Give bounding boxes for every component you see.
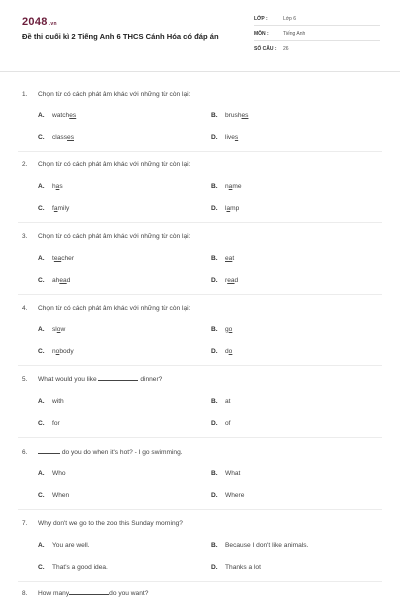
question-number: 3. <box>22 233 28 240</box>
option-text-pre: t <box>52 255 54 262</box>
option-b[interactable] <box>211 255 234 262</box>
question-divider <box>18 509 382 510</box>
answer-blank <box>98 380 138 381</box>
option-text-pre: sl <box>52 326 57 333</box>
option-text-underlined: o <box>228 348 233 355</box>
option-text-underlined: o <box>56 326 61 333</box>
option-letter: D. <box>211 134 218 141</box>
option-a[interactable] <box>38 398 64 405</box>
question-text: Chọn từ có cách phát âm khác với những từ còn lại: <box>38 233 191 240</box>
option-letter: D. <box>211 277 218 284</box>
option-text-pre: h <box>52 183 56 190</box>
option-text: You are well. <box>52 542 90 549</box>
option-text-underlined: es <box>241 112 249 119</box>
question-divider <box>18 151 382 152</box>
option-text-pre: brush <box>225 112 242 119</box>
option-text-pre: watch <box>52 112 70 119</box>
question-divider <box>18 294 382 295</box>
question-number: 6. <box>22 449 28 456</box>
option-letter: B. <box>211 183 218 190</box>
option-text-post: d <box>234 277 239 284</box>
page-title: Đề thi cuối kì 2 Tiếng Anh 6 THCS Cánh Hóa có đáp án <box>22 32 219 41</box>
option-text-underlined: ea <box>227 277 235 284</box>
option-text-pre: ah <box>52 277 60 284</box>
option-text: with <box>52 398 64 405</box>
option-text-underlined: ea <box>225 255 233 262</box>
option-c[interactable] <box>38 277 70 284</box>
site-logo[interactable] <box>22 16 57 28</box>
option-text: Because I don't like animals. <box>225 542 309 549</box>
option-a[interactable] <box>38 326 65 333</box>
question-divider <box>18 222 382 223</box>
option-text: for <box>52 420 60 427</box>
meta-label: LỚP : <box>254 16 268 22</box>
option-text-post: s <box>59 183 63 190</box>
option-text-post: t <box>232 255 235 262</box>
question-text-post: do you do when it's hot? - I go swimming. <box>60 449 183 456</box>
option-text: That's a good idea. <box>52 564 108 571</box>
option-letter: C. <box>38 492 45 499</box>
question-text: Chọn từ có cách phát âm khác với những từ còn lại: <box>38 91 191 98</box>
option-text-underlined: a <box>53 205 58 212</box>
question-number: 7. <box>22 520 28 527</box>
question-number: 5. <box>22 376 28 383</box>
option-letter: A. <box>38 255 45 262</box>
answer-blank <box>69 594 109 595</box>
option-b[interactable] <box>211 326 232 333</box>
option-text: When <box>52 492 70 499</box>
option-text: at <box>225 398 231 405</box>
question-divider <box>18 365 382 366</box>
option-letter: B. <box>211 255 218 262</box>
meta-value: 26 <box>283 46 289 52</box>
question-number: 2. <box>22 161 28 168</box>
option-letter: A. <box>38 112 45 119</box>
option-b[interactable] <box>211 183 242 190</box>
question-text: Why don't we go to the zoo this Sunday morning? <box>38 520 183 527</box>
option-text-underlined: o <box>228 326 233 333</box>
option-c[interactable] <box>38 564 108 571</box>
option-letter: C. <box>38 348 45 355</box>
question-number: 1. <box>22 91 28 98</box>
option-text-underlined: o <box>55 348 60 355</box>
question-divider <box>18 581 382 582</box>
question-text: Chọn từ có cách phát âm khác với những từ còn lại: <box>38 305 191 312</box>
option-d[interactable] <box>211 564 261 571</box>
option-c[interactable] <box>38 492 69 499</box>
option-letter: A. <box>38 542 45 549</box>
option-a[interactable] <box>38 470 66 477</box>
question-text <box>38 590 148 597</box>
option-text-underlined: a <box>228 183 233 190</box>
option-c[interactable] <box>38 348 74 355</box>
option-b[interactable] <box>211 398 231 405</box>
meta-row-subject <box>254 27 380 41</box>
question-divider <box>18 437 382 438</box>
option-d[interactable] <box>211 134 238 141</box>
option-letter: C. <box>38 134 45 141</box>
option-d[interactable] <box>211 205 239 212</box>
option-letter: C. <box>38 277 45 284</box>
question-text-pre: What would you like <box>38 376 99 383</box>
logo-main: 2048 <box>22 16 48 28</box>
option-letter: B. <box>211 326 218 333</box>
question-number: 4. <box>22 305 28 312</box>
option-text-underlined: es <box>67 134 74 141</box>
option-text-pre: d <box>225 348 229 355</box>
option-text-post: w <box>60 326 66 333</box>
option-b[interactable] <box>211 470 240 477</box>
option-text-post: me <box>232 183 242 190</box>
option-d[interactable] <box>211 348 232 355</box>
option-letter: B. <box>211 470 218 477</box>
option-b[interactable] <box>211 542 308 549</box>
question-number: 8. <box>22 590 28 597</box>
option-text-pre: l <box>225 205 227 212</box>
option-a[interactable] <box>38 255 74 262</box>
answer-blank <box>38 453 60 454</box>
option-text-underlined: s <box>234 134 239 141</box>
meta-label: SỐ CÂU : <box>254 46 277 52</box>
option-letter: A. <box>38 326 45 333</box>
option-letter: B. <box>211 112 218 119</box>
option-text-pre: f <box>52 205 54 212</box>
option-text-underlined: a <box>55 183 60 190</box>
option-text-pre: live <box>225 134 235 141</box>
meta-value: Lớp 6 <box>283 16 297 22</box>
option-text-post: cher <box>61 255 75 262</box>
logo-sub: .vn <box>48 21 57 27</box>
option-text-pre: n <box>225 183 229 190</box>
meta-label: MÔN : <box>254 31 269 37</box>
option-text-post: mily <box>57 205 70 212</box>
option-text-pre: r <box>225 277 228 284</box>
option-text-underlined: es <box>69 112 77 119</box>
option-letter: D. <box>211 348 218 355</box>
option-letter: D. <box>211 564 218 571</box>
option-letter: C. <box>38 420 45 427</box>
option-letter: A. <box>38 398 45 405</box>
question-text-post: dinner? <box>138 376 163 383</box>
option-text-underlined: a <box>226 205 231 212</box>
option-text-post: mp <box>230 205 240 212</box>
option-b[interactable] <box>211 112 248 119</box>
option-text: Where <box>225 492 245 499</box>
option-text: Thanks a lot <box>225 564 261 571</box>
option-text-pre: g <box>225 326 229 333</box>
option-a[interactable] <box>38 183 63 190</box>
meta-value: Tiếng Anh <box>283 31 306 37</box>
option-text: What <box>225 470 241 477</box>
option-letter: B. <box>211 542 218 549</box>
question-text-post: do you want? <box>109 590 149 597</box>
option-c[interactable] <box>38 420 60 427</box>
option-letter: A. <box>38 183 45 190</box>
option-text-pre: n <box>52 348 56 355</box>
page-header <box>0 0 400 72</box>
option-letter: A. <box>38 470 45 477</box>
option-d[interactable] <box>211 277 238 284</box>
option-text: Who <box>52 470 66 477</box>
option-letter: B. <box>211 398 218 405</box>
option-text-post: body <box>59 348 74 355</box>
meta-row-count <box>254 42 380 56</box>
question-text: Chọn từ có cách phát âm khác với những từ còn lại: <box>38 161 191 168</box>
option-c[interactable] <box>38 134 74 141</box>
option-text-post: d <box>66 277 71 284</box>
question-text-pre: How many <box>38 590 70 597</box>
question-text <box>38 449 183 456</box>
option-letter: C. <box>38 564 45 571</box>
option-d[interactable] <box>211 420 231 427</box>
option-letter: D. <box>211 492 218 499</box>
option-text: of <box>225 420 231 427</box>
meta-row-grade <box>254 12 380 26</box>
option-d[interactable] <box>211 492 244 499</box>
option-c[interactable] <box>38 205 69 212</box>
option-a[interactable] <box>38 112 76 119</box>
option-a[interactable] <box>38 542 90 549</box>
option-letter: D. <box>211 205 218 212</box>
option-text-underlined: ea <box>59 277 67 284</box>
option-letter: C. <box>38 205 45 212</box>
option-text-pre: class <box>52 134 68 141</box>
option-letter: D. <box>211 420 218 427</box>
option-text-underlined: ea <box>53 255 62 262</box>
question-text <box>38 376 162 383</box>
